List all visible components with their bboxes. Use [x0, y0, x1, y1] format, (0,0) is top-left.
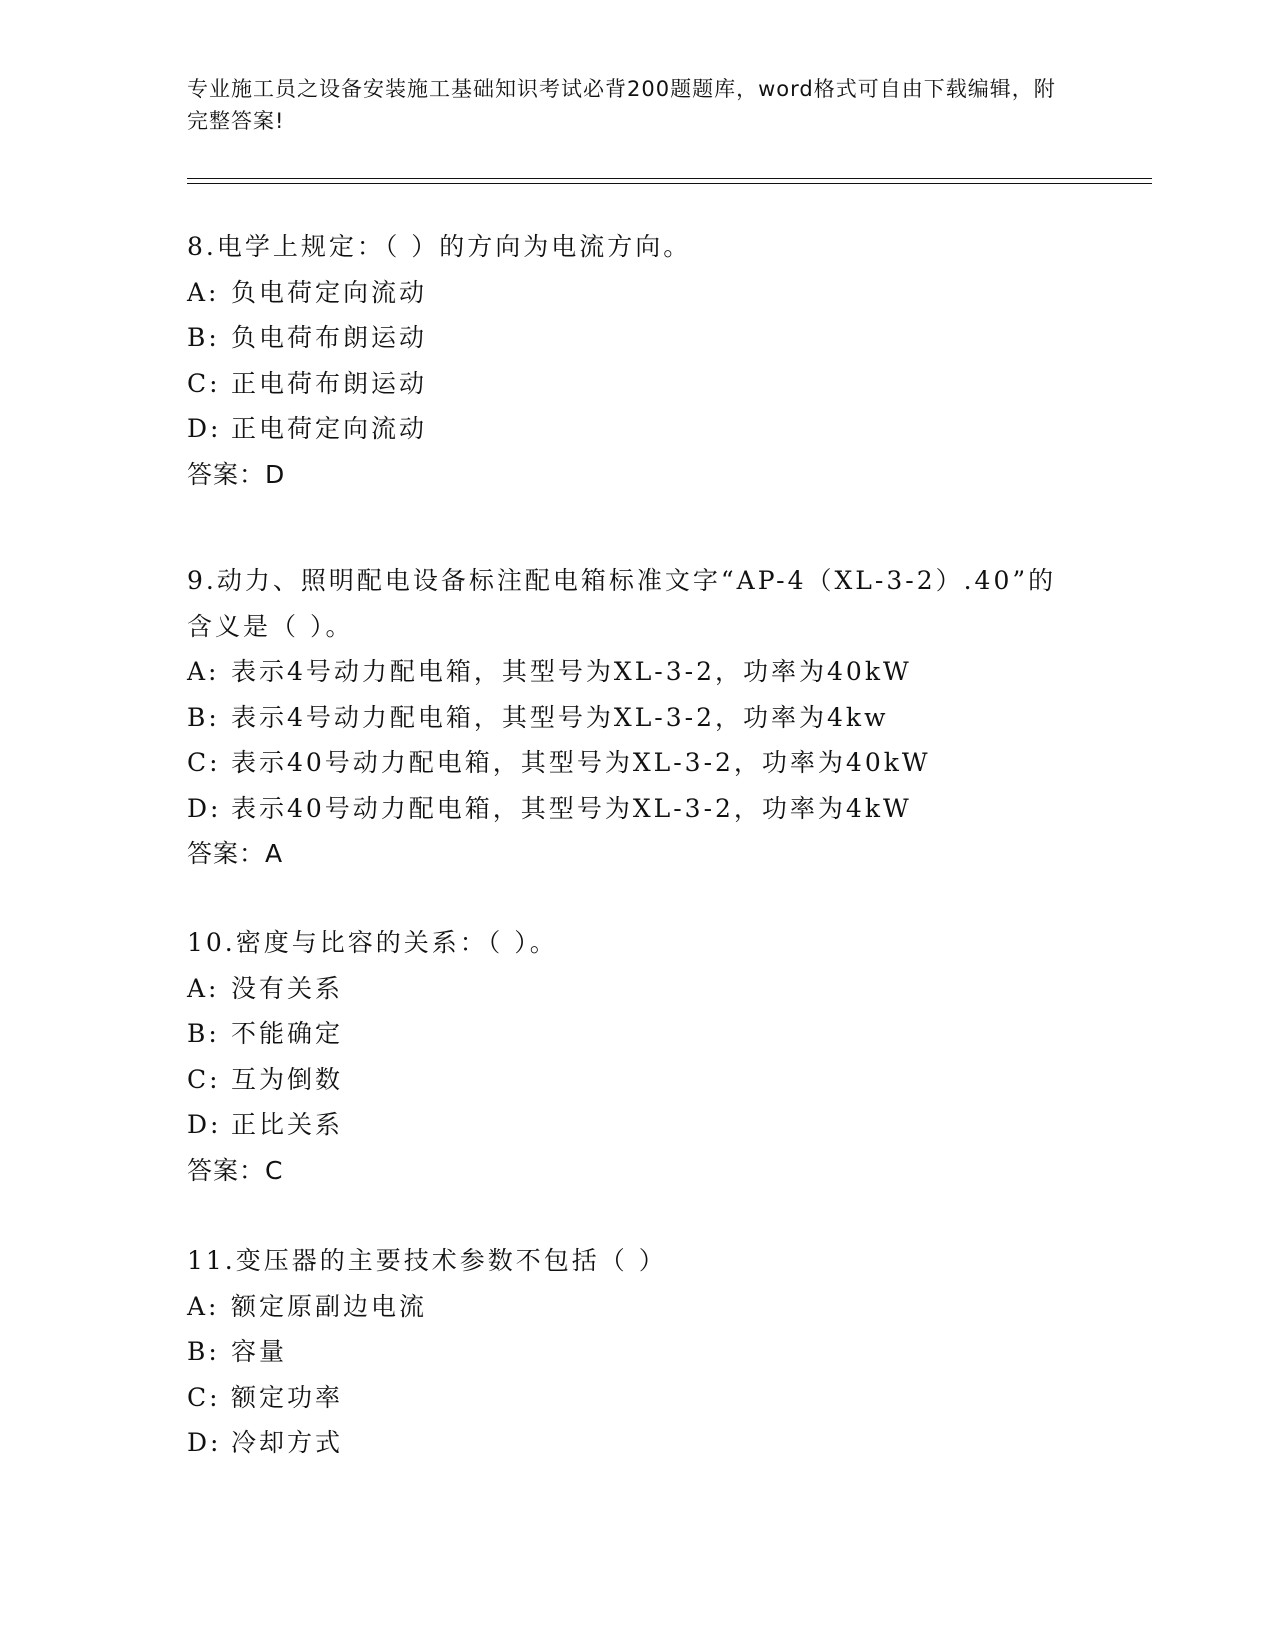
option-a — [187, 649, 1107, 695]
option-letter: B: — [187, 702, 220, 732]
option-d — [187, 1102, 1107, 1148]
option-text: 额定功率 — [231, 1382, 344, 1412]
option-d — [187, 406, 1107, 452]
question-9 — [187, 558, 1107, 877]
option-letter: C: — [187, 368, 221, 398]
option-text: 冷却方式 — [231, 1428, 344, 1457]
question-8 — [187, 224, 1107, 497]
option-letter: D: — [187, 414, 222, 443]
option-text: 表示4号动力配电箱，其型号为XL-3-2，功率为40kW — [231, 657, 912, 686]
option-c — [187, 361, 1107, 407]
option-b — [187, 315, 1107, 361]
option-c — [187, 1375, 1107, 1421]
question-title: 11.变压器的主要技术参数不包括（ ） — [187, 1246, 667, 1275]
option-b — [187, 695, 1107, 741]
option-text: 没有关系 — [231, 973, 344, 1003]
option-letter: C: — [187, 1382, 221, 1412]
option-letter: D: — [187, 1428, 222, 1457]
option-text: 负电荷定向流动 — [231, 277, 428, 307]
option-letter: A: — [187, 1291, 220, 1321]
header-rule-top — [187, 178, 1152, 179]
header-rule-bottom — [187, 183, 1152, 184]
header-title: 专业施工员之设备安装施工基础知识考试必背200题题库，word格式可自由下载编辑，附完整答案! — [187, 77, 1056, 133]
option-d — [187, 786, 1107, 832]
option-d — [187, 1420, 1107, 1466]
option-text: 表示4号动力配电箱，其型号为XL-3-2，功率为4kw — [231, 702, 889, 732]
question-11 — [187, 1238, 1107, 1466]
option-letter: B: — [187, 1337, 220, 1366]
option-letter: D: — [187, 793, 222, 823]
question-title: 10.密度与比容的关系：（ ）。 — [187, 928, 558, 957]
question-10 — [187, 920, 1107, 1193]
option-text: 正比关系 — [231, 1110, 344, 1139]
option-a — [187, 270, 1107, 316]
option-text: 正电荷定向流动 — [231, 414, 428, 443]
option-letter: C: — [187, 748, 221, 777]
option-text: 表示40号动力配电箱，其型号为XL-3-2，功率为4kW — [231, 793, 912, 823]
option-text: 负电荷布朗运动 — [231, 323, 428, 352]
option-letter: B: — [187, 1019, 220, 1048]
option-letter: B: — [187, 323, 220, 352]
option-text: 容量 — [231, 1337, 288, 1366]
question-title: 9.动力、照明配电设备标注配电箱标准文字“AP-4（XL-3-2）.40”的 — [187, 566, 1057, 595]
option-a — [187, 1284, 1107, 1330]
option-a — [187, 966, 1107, 1012]
option-text: 额定原副边电流 — [231, 1291, 428, 1321]
question-title-continued: 含义是（ ）。 — [187, 611, 354, 641]
option-c — [187, 1057, 1107, 1103]
question-title: 8.电学上规定：（ ）的方向为电流方向。 — [187, 232, 692, 261]
option-letter: A: — [187, 277, 220, 307]
answer-line: 答案：C — [187, 1155, 284, 1185]
option-letter: C: — [187, 1064, 221, 1094]
option-letter: D: — [187, 1110, 222, 1139]
answer-line: 答案：A — [187, 839, 284, 868]
option-b — [187, 1011, 1107, 1057]
answer-line: 答案：D — [187, 459, 286, 489]
option-text: 正电荷布朗运动 — [231, 368, 428, 398]
option-b — [187, 1329, 1107, 1375]
option-text: 表示40号动力配电箱，其型号为XL-3-2，功率为40kW — [231, 748, 931, 777]
option-text: 互为倒数 — [231, 1064, 344, 1094]
option-letter: A: — [187, 657, 220, 686]
option-text: 不能确定 — [231, 1019, 344, 1048]
document-header — [187, 73, 1067, 137]
option-letter: A: — [187, 973, 220, 1003]
option-c — [187, 740, 1107, 786]
